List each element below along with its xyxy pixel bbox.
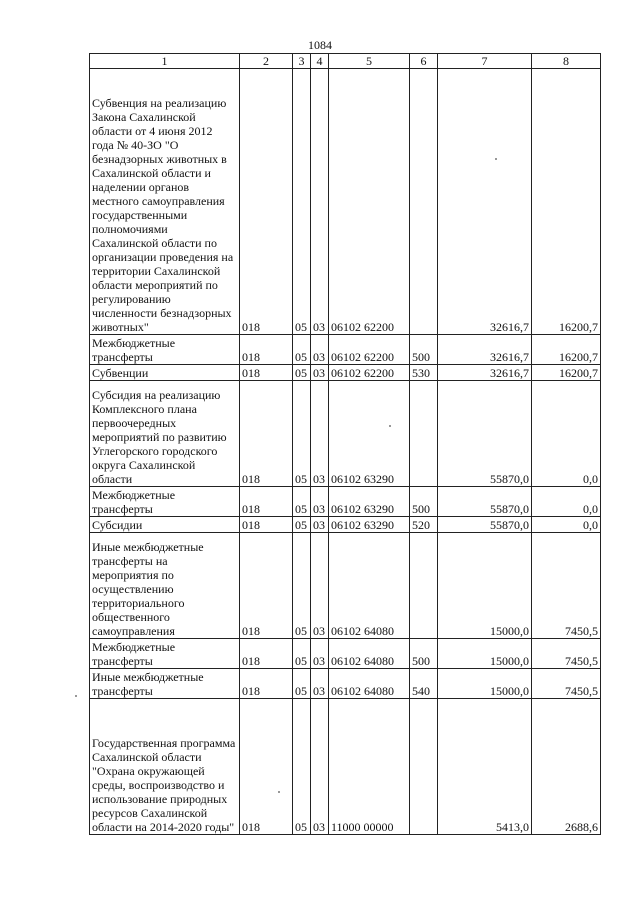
cell-subsection: 03	[311, 487, 329, 517]
cell-target-article: 06102 64080	[329, 533, 410, 639]
cell-amount-actual: 0,0	[532, 487, 601, 517]
cell-subsection: 03	[311, 335, 329, 365]
cell-ministry-code: 018	[240, 487, 293, 517]
cell-expense-type: 500	[410, 335, 438, 365]
table-row	[90, 381, 601, 487]
cell-subsection: 03	[311, 639, 329, 669]
cell-expense-type: 530	[410, 365, 438, 381]
column-header: 6	[410, 54, 438, 69]
row-name: Субсидии	[90, 517, 240, 533]
cell-subsection: 03	[311, 381, 329, 487]
cell-amount-actual: 0,0	[532, 517, 601, 533]
row-name: Иные межбюджетные трансферты на мероприятия по осуществлению территориального общественного самоуправления	[90, 533, 240, 639]
page-number: 1084	[308, 38, 332, 52]
cell-amount-actual: 0,0	[532, 381, 601, 487]
scan-speck	[389, 425, 391, 427]
row-name: Межбюджетные трансферты	[90, 639, 240, 669]
cell-expense-type	[410, 533, 438, 639]
cell-amount-actual: 16200,7	[532, 335, 601, 365]
cell-expense-type: 500	[410, 487, 438, 517]
cell-amount-plan: 15000,0	[438, 669, 532, 699]
cell-amount-plan: 55870,0	[438, 487, 532, 517]
cell-section: 05	[293, 381, 311, 487]
column-header: 8	[532, 54, 601, 69]
cell-subsection: 03	[311, 669, 329, 699]
cell-amount-actual: 7450,5	[532, 669, 601, 699]
scan-speck	[75, 695, 77, 697]
row-name: Иные межбюджетные трансферты	[90, 669, 240, 699]
cell-amount-actual: 7450,5	[532, 639, 601, 669]
cell-section: 05	[293, 533, 311, 639]
column-header: 1	[90, 54, 240, 69]
cell-expense-type	[410, 381, 438, 487]
table-row	[90, 639, 601, 669]
cell-amount-actual: 2688,6	[532, 699, 601, 835]
cell-section: 05	[293, 69, 311, 335]
cell-section: 05	[293, 487, 311, 517]
cell-subsection: 03	[311, 517, 329, 533]
cell-subsection: 03	[311, 69, 329, 335]
row-name: Государственная программа Сахалинской области "Охрана окружающей среды, воспроизводство и использование природных ресурсов Сахалинской области на 2014-2020 годы"	[90, 699, 240, 835]
cell-target-article: 06102 63290	[329, 517, 410, 533]
cell-expense-type: 540	[410, 669, 438, 699]
cell-subsection: 03	[311, 533, 329, 639]
row-name: Субвенции	[90, 365, 240, 381]
cell-amount-plan: 32616,7	[438, 365, 532, 381]
cell-amount-plan: 15000,0	[438, 639, 532, 669]
table-row	[90, 365, 601, 381]
cell-ministry-code: 018	[240, 669, 293, 699]
cell-section: 05	[293, 335, 311, 365]
cell-target-article: 11000 00000	[329, 699, 410, 835]
table-row	[90, 335, 601, 365]
cell-amount-plan: 5413,0	[438, 699, 532, 835]
row-name: Субвенция на реализацию Закона Сахалинской области от 4 июня 2012 года № 40-ЗО "О безнадзорных животных в Сахалинской области и наделении органов местного самоуправления государственными полномочиями Сахалинской области по организации проведения на территории Сахалинской области мероприятий по регулированию численности безнадзорных животных"	[90, 69, 240, 335]
cell-section: 05	[293, 669, 311, 699]
row-name: Межбюджетные трансферты	[90, 335, 240, 365]
cell-amount-actual: 7450,5	[532, 533, 601, 639]
cell-expense-type: 520	[410, 517, 438, 533]
cell-ministry-code: 018	[240, 365, 293, 381]
cell-amount-actual: 16200,7	[532, 365, 601, 381]
scan-speck	[278, 791, 280, 793]
cell-section: 05	[293, 699, 311, 835]
cell-expense-type	[410, 699, 438, 835]
cell-expense-type	[410, 69, 438, 335]
cell-amount-plan: 32616,7	[438, 335, 532, 365]
cell-amount-plan: 55870,0	[438, 381, 532, 487]
cell-target-article: 06102 64080	[329, 639, 410, 669]
cell-target-article: 06102 63290	[329, 487, 410, 517]
column-header: 3	[293, 54, 311, 69]
cell-section: 05	[293, 365, 311, 381]
cell-section: 05	[293, 639, 311, 669]
row-name: Межбюджетные трансферты	[90, 487, 240, 517]
cell-ministry-code: 018	[240, 533, 293, 639]
cell-ministry-code: 018	[240, 699, 293, 835]
cell-ministry-code: 018	[240, 639, 293, 669]
cell-amount-plan: 32616,7	[438, 69, 532, 335]
cell-ministry-code: 018	[240, 381, 293, 487]
column-number-row	[90, 54, 601, 69]
cell-amount-plan: 15000,0	[438, 533, 532, 639]
cell-target-article: 06102 62200	[329, 69, 410, 335]
table-row	[90, 699, 601, 835]
row-name: Субсидия на реализацию Комплексного плана первоочередных мероприятий по развитию Углегорского городского округа Сахалинской области	[90, 381, 240, 487]
table-row	[90, 669, 601, 699]
column-header: 2	[240, 54, 293, 69]
cell-section: 05	[293, 517, 311, 533]
cell-target-article: 06102 63290	[329, 381, 410, 487]
cell-ministry-code: 018	[240, 517, 293, 533]
budget-table	[89, 53, 601, 835]
cell-amount-actual: 16200,7	[532, 69, 601, 335]
table-row	[90, 69, 601, 335]
table-row	[90, 533, 601, 639]
cell-target-article: 06102 62200	[329, 335, 410, 365]
cell-ministry-code: 018	[240, 335, 293, 365]
cell-target-article: 06102 64080	[329, 669, 410, 699]
column-header: 4	[311, 54, 329, 69]
cell-amount-plan: 55870,0	[438, 517, 532, 533]
cell-ministry-code: 018	[240, 69, 293, 335]
cell-target-article: 06102 62200	[329, 365, 410, 381]
column-header: 5	[329, 54, 410, 69]
cell-subsection: 03	[311, 365, 329, 381]
table-row	[90, 487, 601, 517]
table-row	[90, 517, 601, 533]
cell-expense-type: 500	[410, 639, 438, 669]
cell-subsection: 03	[311, 699, 329, 835]
scan-speck	[495, 158, 497, 160]
column-header: 7	[438, 54, 532, 69]
